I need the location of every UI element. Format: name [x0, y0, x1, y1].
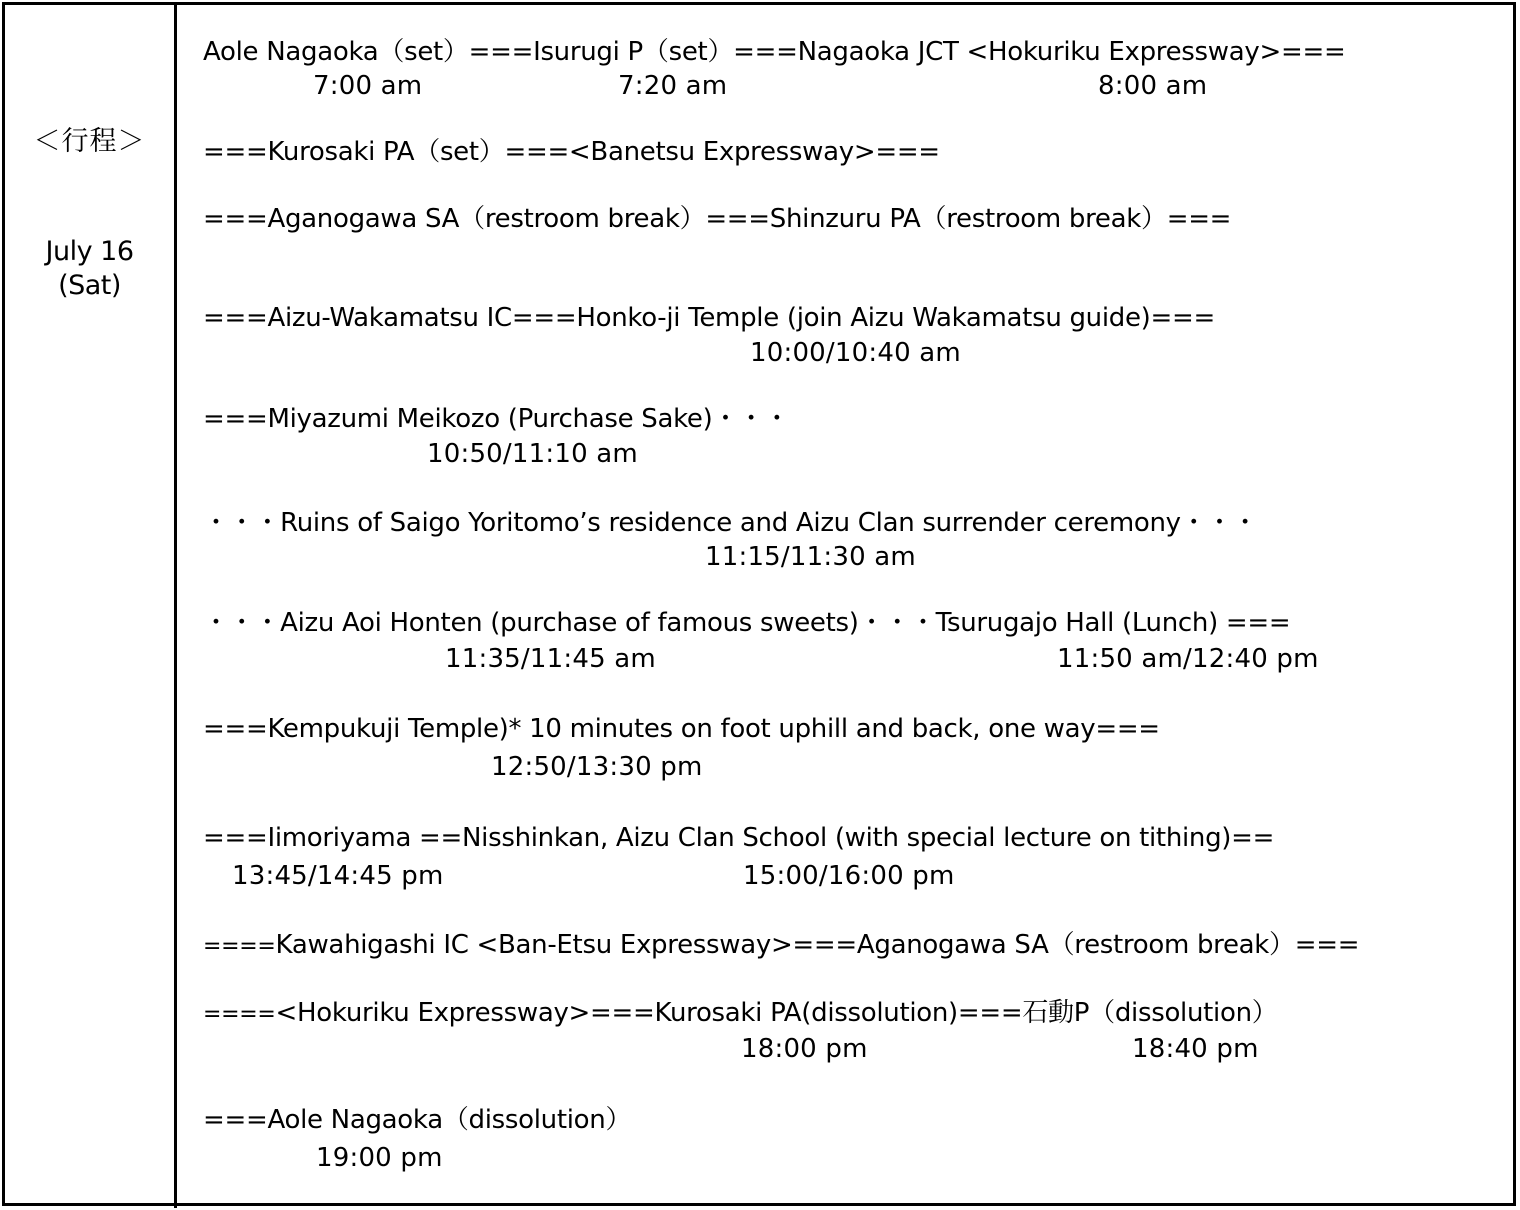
route-line-8: ===Kempukuji Temple)* 10 minutes on foot uphill and back, one way===: [203, 714, 1160, 744]
time-5a: 10:50/11:10 am: [427, 439, 638, 469]
date-weekday: (Sat): [58, 270, 121, 301]
route-line-5: ===Miyazumi Meikozo (Purchase Sake)・・・: [203, 404, 790, 434]
time-11a: 18:00 pm: [741, 1034, 868, 1064]
date-day: July 16: [45, 236, 134, 267]
route-line-4: ===Aizu-Wakamatsu IC===Honko-ji Temple (join Aizu Wakamatsu guide)===: [203, 303, 1215, 333]
route-line-12: ===Aole Nagaoka（dissolution）: [203, 1105, 632, 1135]
route-line-3: ===Aganogawa SA（restroom break）===Shinzuru PA（restroom break）===: [203, 204, 1232, 234]
time-4a: 10:00/10:40 am: [750, 338, 961, 368]
route-line-10-text: Kawahigashi IC <Ban-Etsu Expressway>===Aganogawa SA（restroom break）===: [275, 930, 1360, 960]
route-line-11-text: <Hokuriku Expressway>===Kurosaki PA(dissolution)===石動P（dissolution）: [275, 998, 1278, 1028]
column-divider: [174, 2, 177, 1208]
time-6a: 11:15/11:30 am: [705, 542, 916, 572]
route-line-2: ===Kurosaki PA（set）===<Banetsu Expressway>===: [203, 137, 940, 167]
route-line-11: [203, 997, 1277, 1031]
route-line-11-prefix: ====: [203, 1002, 276, 1027]
route-line-10: [203, 929, 1359, 963]
time-7b: 11:50 am/12:40 pm: [1057, 644, 1319, 674]
time-9a: 13:45/14:45 pm: [232, 861, 444, 891]
time-12a: 19:00 pm: [316, 1143, 443, 1173]
trip-date: [5, 235, 174, 303]
itinerary-heading: ＜行程＞: [33, 126, 146, 157]
route-line-7: ・・・Aizu Aoi Honten (purchase of famous sweets)・・・Tsurugajo Hall (Lunch) ===: [203, 608, 1291, 638]
route-line-9: ===Iimoriyama ==Nisshinkan, Aizu Clan School (with special lecture on tithing)==: [203, 823, 1275, 853]
time-8a: 12:50/13:30 pm: [491, 752, 703, 782]
route-line-6: ・・・Ruins of Saigo Yoritomo’s residence and Aizu Clan surrender ceremony・・・: [203, 508, 1258, 538]
time-9b: 15:00/16:00 pm: [743, 861, 955, 891]
time-1b: 7:20 am: [618, 71, 728, 101]
route-line-1: Aole Nagaoka（set）===Isurugi P（set）===Nagaoka JCT <Hokuriku Expressway>===: [203, 37, 1346, 67]
time-11b: 18:40 pm: [1132, 1034, 1259, 1064]
time-1c: 8:00 am: [1098, 71, 1208, 101]
time-7a: 11:35/11:45 am: [445, 644, 656, 674]
time-1a: 7:00 am: [313, 71, 423, 101]
route-line-10-prefix: ====: [203, 934, 276, 959]
